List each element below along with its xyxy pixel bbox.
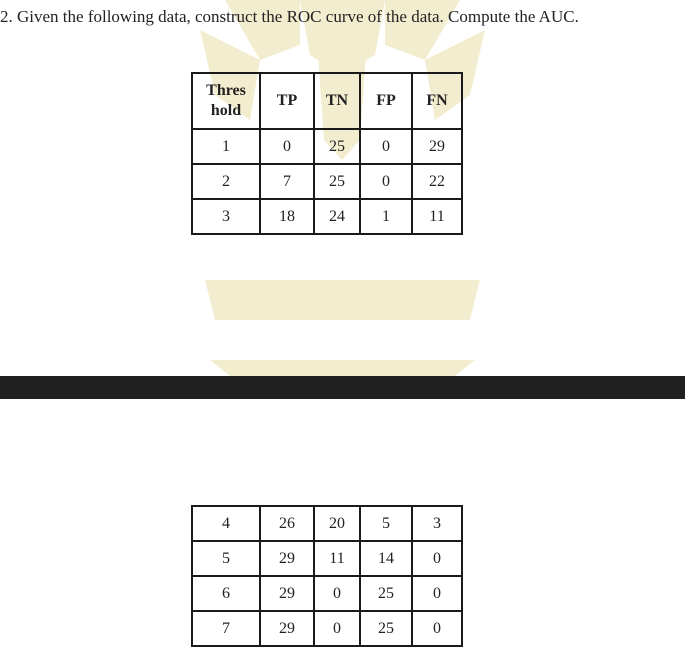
table-row	[192, 199, 462, 234]
table-cell: 2	[192, 164, 260, 199]
table-row	[192, 576, 462, 611]
table-cell: 0	[412, 611, 462, 646]
table-header-cell	[260, 73, 314, 129]
table-cell: 5	[360, 506, 412, 541]
table-cell: 25	[360, 576, 412, 611]
table-cell: 6	[192, 576, 260, 611]
header-text: hold	[210, 102, 242, 119]
header-text: FN	[426, 92, 448, 109]
table-cell: 0	[412, 541, 462, 576]
table-header-cell	[412, 73, 462, 129]
header-text: TP	[276, 92, 298, 109]
table-cell: 0	[260, 129, 314, 164]
table-cell: 4	[192, 506, 260, 541]
table-cell: 29	[260, 541, 314, 576]
table-cell: 0	[360, 164, 412, 199]
table-cell: 0	[412, 576, 462, 611]
page-divider-band	[0, 376, 685, 399]
table-header-cell	[314, 73, 360, 129]
table-cell: 7	[260, 164, 314, 199]
table-cell: 1	[192, 129, 260, 164]
header-text: FP	[376, 92, 396, 109]
table-cell: 0	[314, 611, 360, 646]
table-cell: 24	[314, 199, 360, 234]
table-cell: 20	[314, 506, 360, 541]
table-cell: 29	[260, 611, 314, 646]
table-header-cell	[192, 73, 260, 129]
roc-data-table-top	[191, 72, 463, 235]
table-row	[192, 541, 462, 576]
table-cell: 0	[360, 129, 412, 164]
table-cell: 22	[412, 164, 462, 199]
table-row	[192, 164, 462, 199]
table-cell: 7	[192, 611, 260, 646]
table-cell: 25	[314, 129, 360, 164]
table-cell: 1	[360, 199, 412, 234]
table-row	[192, 611, 462, 646]
header-text: TN	[325, 92, 349, 109]
table-row	[192, 506, 462, 541]
table-cell: 3	[192, 199, 260, 234]
table-cell: 5	[192, 541, 260, 576]
table-cell: 14	[360, 541, 412, 576]
table-cell: 25	[314, 164, 360, 199]
question-text: 2. Given the following data, construct the ROC curve of the data. Compute the AUC.	[0, 7, 579, 26]
table-cell: 29	[412, 129, 462, 164]
table-cell: 11	[412, 199, 462, 234]
table-cell: 26	[260, 506, 314, 541]
table-cell: 25	[360, 611, 412, 646]
roc-data-table-bottom	[191, 505, 463, 647]
header-text: Thres	[206, 82, 246, 99]
table-cell: 29	[260, 576, 314, 611]
table-header-row	[192, 73, 462, 129]
table-header-cell	[360, 73, 412, 129]
table-cell: 3	[412, 506, 462, 541]
table-row	[192, 129, 462, 164]
table-cell: 0	[314, 576, 360, 611]
table-cell: 11	[314, 541, 360, 576]
table-cell: 18	[260, 199, 314, 234]
